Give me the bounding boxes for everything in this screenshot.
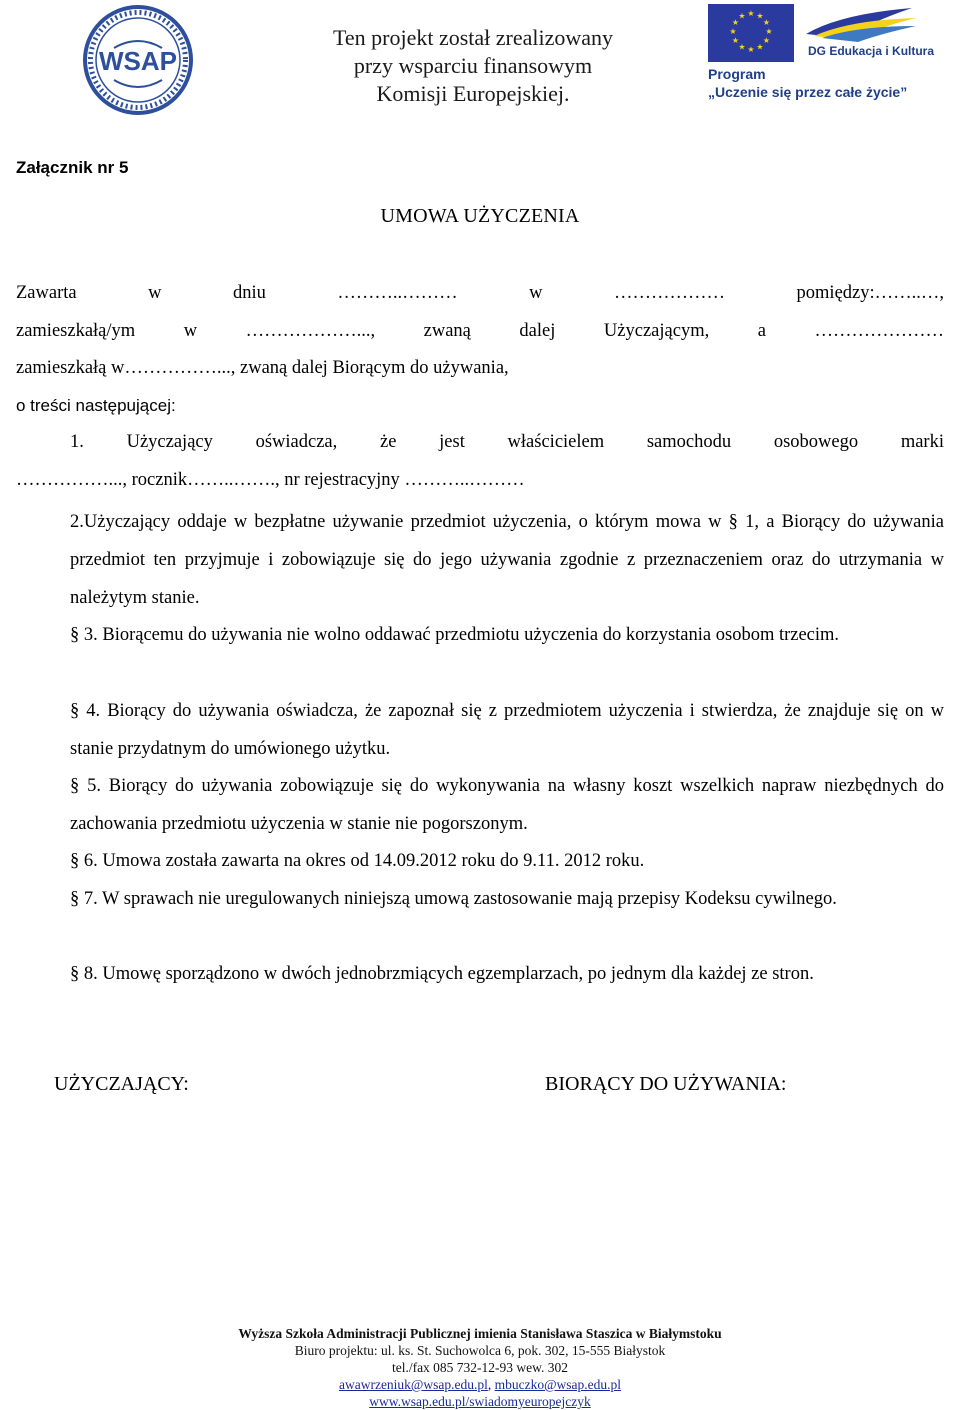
clause-6: § 6. Umowa została zawarta na okres od 14.09.2012 roku do 9.11. 2012 roku. <box>70 851 645 871</box>
svg-text:★: ★ <box>747 9 755 18</box>
svg-text:★: ★ <box>738 42 746 52</box>
intro-line-1: Zawarta w dniu ………..……… w ……………… pomiędzy:……..…, <box>16 283 944 303</box>
dg-label: DG Edukacja i Kultura <box>808 44 935 58</box>
svg-text:★: ★ <box>731 36 740 45</box>
svg-text:★: ★ <box>762 36 771 45</box>
project-line-1: Ten projekt został zrealizowany <box>332 25 614 50</box>
svg-text:★: ★ <box>747 45 755 54</box>
clause-8: § 8. Umowę sporządzono w dwóch jednobrzmiących egzemplarzach, po jednym dla każdej ze stron. <box>70 964 814 984</box>
intro-line-4: o treści następującej: <box>16 396 176 415</box>
project-line-2: przy wsparciu finansowym <box>353 53 593 78</box>
program-name: „Uczenie się przez całe życie” <box>708 84 908 100</box>
clause-4: § 4. Biorący do używania oświadcza, że zapoznał się z przedmiotem użyczenia i stwierdza, że znajduje się on w stanie przydatnym do umówionego użytku. <box>70 701 944 759</box>
svg-text:★: ★ <box>738 11 746 21</box>
wsap-logo <box>82 4 194 116</box>
svg-text:★: ★ <box>756 42 764 52</box>
intro-line-2: zamieszkałą/ym w ………………..., zwaną dalej Użyczającym, a ………………… <box>16 321 944 341</box>
email-link-2[interactable]: mbuczko@wsap.edu.pl <box>494 1377 622 1392</box>
footer-org: Wyższa Szkoła Administracji Publicznej imienia Stanisława Staszica w Białymstoku <box>238 1326 722 1341</box>
clause-1-line-2: ……………..., rocznik……..……., nr rejestracyjny ………..……… <box>16 470 525 490</box>
lender-signature-label: UŻYCZAJĄCY: <box>54 1073 189 1095</box>
document-title: UMOWA UŻYCZENIA <box>380 205 580 227</box>
svg-text:★: ★ <box>765 27 773 36</box>
wsap-logo-text: WSAP <box>99 46 177 76</box>
intro-line-3: zamieszkałą w……………..., zwaną dalej Biorącym do używania, <box>16 358 509 378</box>
email-link-1[interactable]: awawrzeniuk@wsap.edu.pl <box>338 1377 488 1392</box>
program-label: Program <box>708 66 766 82</box>
footer-address: Biuro projektu: ul. ks. St. Suchowolca 6, pok. 302, 15-555 Białystok <box>294 1343 666 1358</box>
svg-text:★: ★ <box>762 18 771 27</box>
clause-5: § 5. Biorący do używania zobowiązuje się do wykonywania na własny koszt wszelkich napraw niezbędnych do zachowania przedmiotu użyczenia w stanie nie pogorszonym. <box>70 776 944 834</box>
website-link[interactable]: www.wsap.edu.pl/swiadomyeuropejczyk <box>369 1394 591 1409</box>
email-separator: , <box>487 1377 495 1392</box>
clause-3: § 3. Biorącemu do używania nie wolno oddawać przedmiotu użyczenia do korzystania osobom trzecim. <box>70 625 840 645</box>
project-funding-note <box>300 24 646 108</box>
borrower-signature-label: BIORĄCY DO UŻYWANIA: <box>545 1073 787 1095</box>
project-line-3: Komisji Europejskiej. <box>376 81 570 106</box>
footer-emails <box>0 1376 960 1393</box>
eu-flag-icon <box>708 4 794 62</box>
annex-label: Załącznik nr 5 <box>16 158 129 177</box>
footer <box>0 1325 960 1410</box>
svg-text:★: ★ <box>731 18 740 27</box>
svg-text:★: ★ <box>729 27 737 36</box>
footer-phone: tel./fax 085 732-12-93 wew. 302 <box>391 1360 569 1375</box>
clause-2: 2.Użyczający oddaje w bezpłatne używanie przedmiot użyczenia, o którym mowa w § 1, a Biorący do używania przedmiot ten przyjmuje i zobowiązuje się do jego używania zgodnie z przeznaczeniem oraz do utrzymania w należytym stanie. <box>70 512 944 608</box>
clause-1-line-1: 1. Użyczający oświadcza, że jest właścicielem samochodu osobowego marki <box>70 432 944 452</box>
svg-text:★: ★ <box>756 11 764 21</box>
clause-7: § 7. W sprawach nie uregulowanych niniejszą umową zastosowanie mają przepisy Kodeksu cywilnego. <box>70 889 837 909</box>
